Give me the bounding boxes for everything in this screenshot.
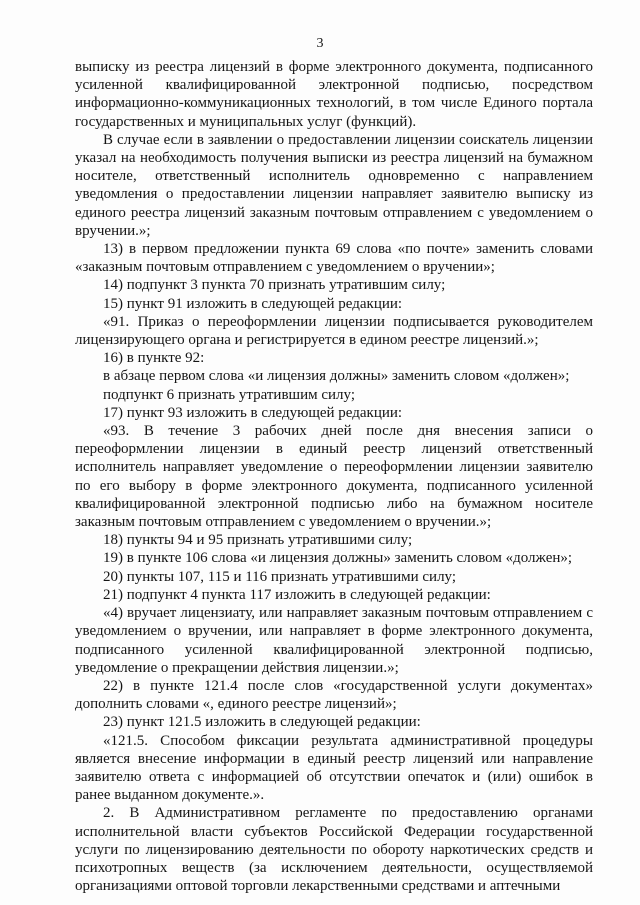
paragraph: «93. В течение 3 рабочих дней после дня внесения записи о переоформлении лицензии в единый реестр лицензий ответственный исполнитель направляет уведомление о переоформлении лицензии заявителю по его выбору в форме электронного документа, подписанного усиленной квалифицированной электронной подписью либо на бумажном носителе заказным почтовым отправлением с уведомлением о вручении.»; xyxy=(75,423,593,531)
paragraph: выписку из реестра лицензий в форме электронного документа, подписанного усиленной квалифицированной электронной подписью, посредством информационно-коммуникационных технологий, в том числе Единого портала государственных и муниципальных услуг (функций). xyxy=(75,59,593,130)
paragraph: 2. В Административном регламенте по предоставлению органами исполнительной власти субъектов Российской Федерации государственной услуги по лицензированию деятельности по обороту наркотических средств и психотропных веществ (за исключением деятельности, осуществляемой организациями оптовой торговли лекарственными средствами и аптечными xyxy=(75,805,593,895)
paragraph: 19) в пункте 106 слова «и лицензия должны» заменить словом «должен»; xyxy=(103,550,573,567)
paragraph: в абзаце первом слова «и лицензия должны» заменить словом «должен»; xyxy=(103,368,570,385)
paragraph: 21) подпункт 4 пункта 117 изложить в следующей редакции: xyxy=(103,586,491,603)
paragraph: 15) пункт 91 изложить в следующей редакции: xyxy=(103,295,403,312)
paragraph: подпункт 6 признать утратившим силу; xyxy=(103,386,355,403)
paragraph: «121.5. Способом фиксации результата административной процедуры является внесение информации в единый реестр лицензий или направление заявителю ответа с информацией об отсутствии опечаток и (или) ошибок в ранее выданном документе.». xyxy=(75,732,593,804)
paragraph: 23) пункт 121.5 изложить в следующей редакции: xyxy=(103,714,421,731)
paragraph: 20) пункты 107, 115 и 116 признать утратившими силу; xyxy=(103,568,457,585)
page-number: 3 xyxy=(316,36,324,51)
paragraph: 22) в пункте 121.4 после слов «государственной услуги документах» дополнить словами «, единого реестре лицензий»; xyxy=(75,677,593,713)
paragraph: «4) вручает лицензиату, или направляет заказным почтовым отправлением с уведомлением о вручении, или направляет в форме электронного документа, подписанного усиленной квалифицированной электронной подписью, уведомление о прекращении действия лицензии.»; xyxy=(75,605,593,676)
paragraph: 16) в пункте 92: xyxy=(103,350,205,367)
paragraph: «91. Приказ о переоформлении лицензии подписывается руководителем лицензирующего органа и регистрируется в едином реестре лицензий.»; xyxy=(75,313,593,349)
document-body xyxy=(75,58,593,895)
paragraph: 13) в первом предложении пункта 69 слова «по почте» заменить словами «заказным почтовым отправлением с уведомлением о вручении»; xyxy=(75,241,593,276)
paragraph: 14) подпункт 3 пункта 70 признать утратившим силу; xyxy=(103,277,446,294)
paragraph: В случае если в заявлении о предоставлении лицензии соискатель лицензии указал на необходимость получения выписки из реестра лицензий на бумажном носителе, ответственный исполнитель одновременно с направлением уведомления о предоставлении лицензии направляет заявителю выписку из единого реестра лицензий заказным почтовым отправлением с уведомлением о вручении.»; xyxy=(75,131,593,239)
paragraph: 18) пункты 94 и 95 признать утратившими силу; xyxy=(103,532,413,549)
paragraph: 17) пункт 93 изложить в следующей редакции: xyxy=(103,404,403,421)
